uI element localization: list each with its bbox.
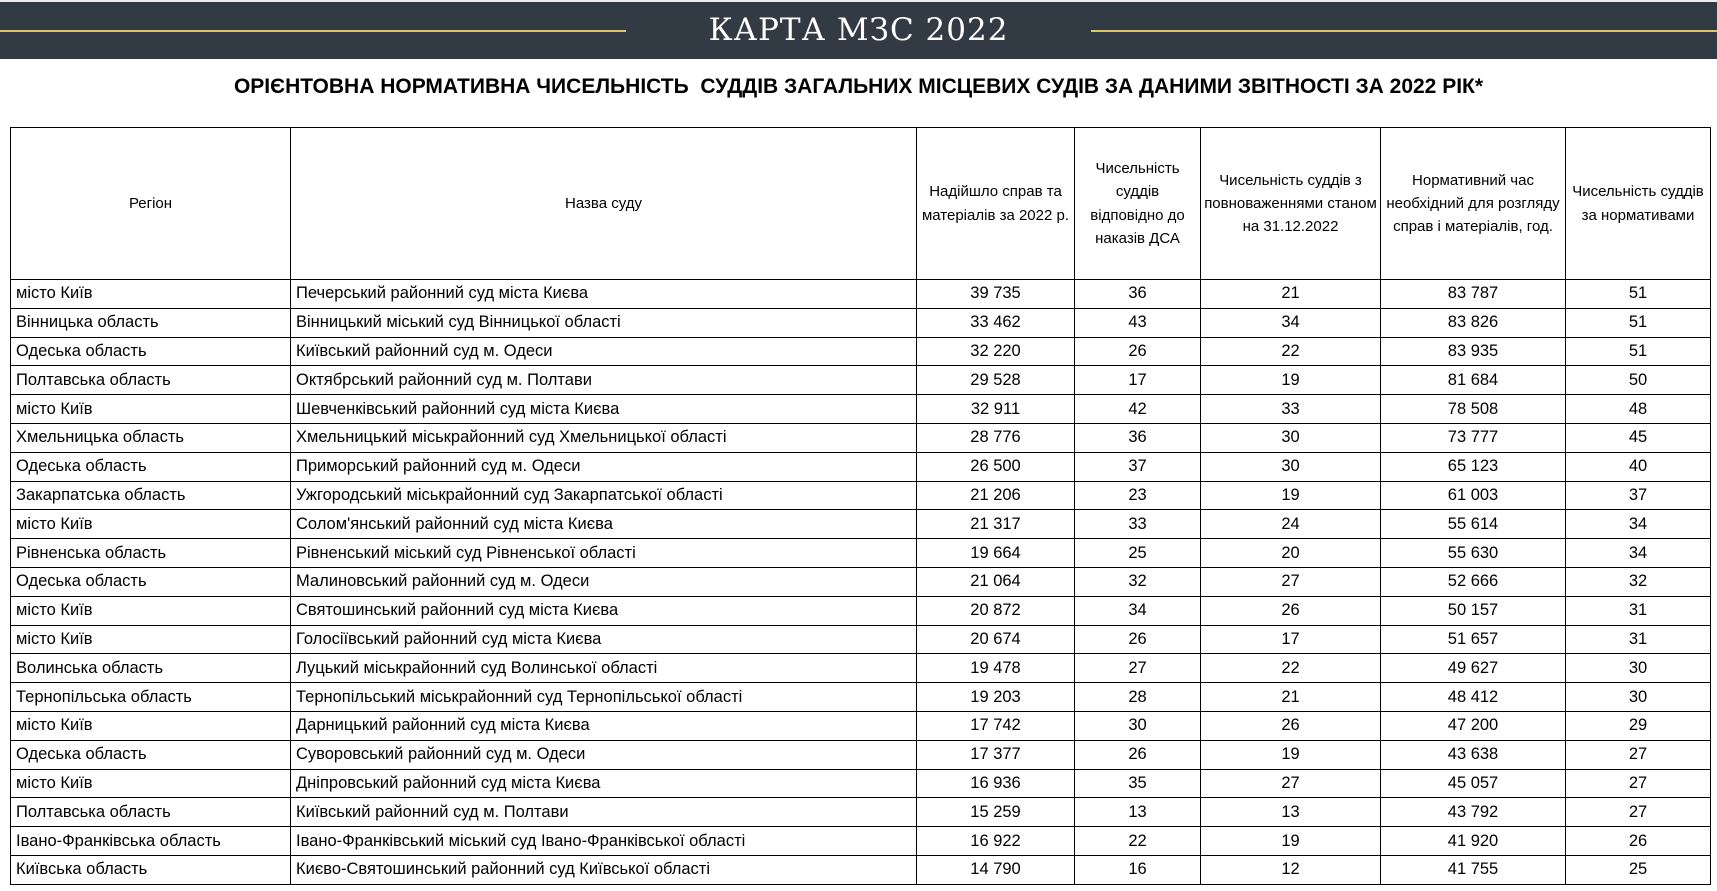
cases-received-cell: 21 206 — [917, 481, 1075, 510]
court-name-cell: Дніпровський районний суд міста Києва — [291, 769, 917, 798]
normative-hours-cell: 55 630 — [1381, 539, 1566, 568]
court-name-cell: Дарницький районний суд міста Києва — [291, 711, 917, 740]
judges-dsa-cell: 42 — [1075, 395, 1201, 424]
judges-authorized-cell: 22 — [1201, 654, 1381, 683]
judges-by-norms-cell: 27 — [1566, 740, 1711, 769]
cases-received-cell: 32 220 — [917, 337, 1075, 366]
region-cell: місто Київ — [11, 769, 291, 798]
region-cell: Вінницька область — [11, 308, 291, 337]
column-header: Чисельність суддів відповідно до наказів ДСА — [1075, 128, 1201, 280]
normative-hours-cell: 48 412 — [1381, 683, 1566, 712]
judges-dsa-cell: 26 — [1075, 337, 1201, 366]
table-row — [11, 855, 1711, 884]
judges-authorized-cell: 26 — [1201, 596, 1381, 625]
court-name-cell: Рівненський міський суд Рівненської області — [291, 539, 917, 568]
column-header: Нормативний час необхідний для розгляду справ і матеріалів, год. — [1381, 128, 1566, 280]
court-name-cell: Луцький міськрайонний суд Волинської області — [291, 654, 917, 683]
region-cell: Київська область — [11, 855, 291, 884]
region-cell: місто Київ — [11, 596, 291, 625]
court-name-cell: Київський районний суд м. Одеси — [291, 337, 917, 366]
region-cell: Закарпатська область — [11, 481, 291, 510]
judges-authorized-cell: 34 — [1201, 308, 1381, 337]
region-cell: місто Київ — [11, 395, 291, 424]
table-row — [11, 481, 1711, 510]
judges-by-norms-cell: 26 — [1566, 827, 1711, 856]
judges-by-norms-cell: 27 — [1566, 769, 1711, 798]
judges-authorized-cell: 24 — [1201, 510, 1381, 539]
table-row — [11, 567, 1711, 596]
judges-dsa-cell: 33 — [1075, 510, 1201, 539]
table-row — [11, 596, 1711, 625]
region-cell: Тернопільська область — [11, 683, 291, 712]
column-header: Чисельність суддів за нормативами — [1566, 128, 1711, 280]
table-row — [11, 654, 1711, 683]
normative-hours-cell: 55 614 — [1381, 510, 1566, 539]
court-name-cell: Святошинський районний суд міста Києва — [291, 596, 917, 625]
judges-authorized-cell: 30 — [1201, 452, 1381, 481]
normative-hours-cell: 49 627 — [1381, 654, 1566, 683]
table-row — [11, 539, 1711, 568]
judges-authorized-cell: 19 — [1201, 481, 1381, 510]
banner — [0, 2, 1717, 59]
normative-hours-cell: 51 657 — [1381, 625, 1566, 654]
banner-accent-line-left — [0, 30, 626, 32]
judges-authorized-cell: 20 — [1201, 539, 1381, 568]
normative-hours-cell: 81 684 — [1381, 366, 1566, 395]
judges-authorized-cell: 19 — [1201, 827, 1381, 856]
judges-authorized-cell: 27 — [1201, 567, 1381, 596]
judges-authorized-cell: 21 — [1201, 280, 1381, 309]
region-cell: місто Київ — [11, 280, 291, 309]
judges-by-norms-cell: 51 — [1566, 308, 1711, 337]
cases-received-cell: 16 936 — [917, 769, 1075, 798]
table-body — [11, 280, 1711, 885]
judges-dsa-cell: 17 — [1075, 366, 1201, 395]
region-cell: місто Київ — [11, 625, 291, 654]
table-row — [11, 740, 1711, 769]
normative-hours-cell: 43 638 — [1381, 740, 1566, 769]
cases-received-cell: 19 664 — [917, 539, 1075, 568]
judges-dsa-cell: 26 — [1075, 625, 1201, 654]
judges-by-norms-cell: 27 — [1566, 798, 1711, 827]
courts-table-container — [10, 127, 1711, 885]
cases-received-cell: 20 674 — [917, 625, 1075, 654]
judges-dsa-cell: 35 — [1075, 769, 1201, 798]
cases-received-cell: 15 259 — [917, 798, 1075, 827]
table-header-row — [11, 128, 1711, 280]
judges-authorized-cell: 12 — [1201, 855, 1381, 884]
cases-received-cell: 33 462 — [917, 308, 1075, 337]
judges-dsa-cell: 22 — [1075, 827, 1201, 856]
normative-hours-cell: 83 935 — [1381, 337, 1566, 366]
judges-authorized-cell: 13 — [1201, 798, 1381, 827]
judges-by-norms-cell: 29 — [1566, 711, 1711, 740]
judges-dsa-cell: 26 — [1075, 740, 1201, 769]
judges-authorized-cell: 27 — [1201, 769, 1381, 798]
normative-hours-cell: 43 792 — [1381, 798, 1566, 827]
court-name-cell: Приморський районний суд м. Одеси — [291, 452, 917, 481]
court-name-cell: Тернопільський міськрайонний суд Тернопільської області — [291, 683, 917, 712]
table-row — [11, 769, 1711, 798]
region-cell: Одеська область — [11, 567, 291, 596]
normative-hours-cell: 52 666 — [1381, 567, 1566, 596]
court-name-cell: Солом'янський районний суд міста Києва — [291, 510, 917, 539]
judges-authorized-cell: 33 — [1201, 395, 1381, 424]
court-name-cell: Суворовський районний суд м. Одеси — [291, 740, 917, 769]
judges-by-norms-cell: 31 — [1566, 596, 1711, 625]
judges-by-norms-cell: 25 — [1566, 855, 1711, 884]
court-name-cell: Вінницький міський суд Вінницької області — [291, 308, 917, 337]
judges-dsa-cell: 25 — [1075, 539, 1201, 568]
judges-by-norms-cell: 34 — [1566, 510, 1711, 539]
cases-received-cell: 17 742 — [917, 711, 1075, 740]
table-row — [11, 683, 1711, 712]
judges-by-norms-cell: 40 — [1566, 452, 1711, 481]
cases-received-cell: 29 528 — [917, 366, 1075, 395]
judges-dsa-cell: 30 — [1075, 711, 1201, 740]
cases-received-cell: 21 317 — [917, 510, 1075, 539]
judges-authorized-cell: 19 — [1201, 740, 1381, 769]
judges-dsa-cell: 34 — [1075, 596, 1201, 625]
judges-by-norms-cell: 37 — [1566, 481, 1711, 510]
table-row — [11, 423, 1711, 452]
cases-received-cell: 20 872 — [917, 596, 1075, 625]
region-cell: Одеська область — [11, 452, 291, 481]
cases-received-cell: 19 203 — [917, 683, 1075, 712]
page-title: КАРТА МЗС 2022 — [708, 12, 1009, 48]
court-name-cell: Хмельницький міськрайонний суд Хмельницької області — [291, 423, 917, 452]
court-name-cell: Ужгородський міськрайонний суд Закарпатської області — [291, 481, 917, 510]
normative-hours-cell: 41 920 — [1381, 827, 1566, 856]
judges-by-norms-cell: 32 — [1566, 567, 1711, 596]
normative-hours-cell: 41 755 — [1381, 855, 1566, 884]
normative-hours-cell: 61 003 — [1381, 481, 1566, 510]
region-cell: Одеська область — [11, 337, 291, 366]
judges-dsa-cell: 36 — [1075, 423, 1201, 452]
judges-by-norms-cell: 50 — [1566, 366, 1711, 395]
cases-received-cell: 28 776 — [917, 423, 1075, 452]
normative-hours-cell: 65 123 — [1381, 452, 1566, 481]
table-row — [11, 366, 1711, 395]
judges-by-norms-cell: 48 — [1566, 395, 1711, 424]
table-row — [11, 395, 1711, 424]
column-header: Назва суду — [291, 128, 917, 280]
normative-hours-cell: 73 777 — [1381, 423, 1566, 452]
table-row — [11, 280, 1711, 309]
table-row — [11, 827, 1711, 856]
region-cell: місто Київ — [11, 510, 291, 539]
table-row — [11, 510, 1711, 539]
judges-authorized-cell: 22 — [1201, 337, 1381, 366]
normative-hours-cell: 78 508 — [1381, 395, 1566, 424]
judges-dsa-cell: 23 — [1075, 481, 1201, 510]
judges-by-norms-cell: 30 — [1566, 654, 1711, 683]
table-row — [11, 625, 1711, 654]
table-row — [11, 798, 1711, 827]
judges-dsa-cell: 36 — [1075, 280, 1201, 309]
judges-dsa-cell: 43 — [1075, 308, 1201, 337]
cases-received-cell: 17 377 — [917, 740, 1075, 769]
judges-dsa-cell: 32 — [1075, 567, 1201, 596]
judges-by-norms-cell: 34 — [1566, 539, 1711, 568]
judges-authorized-cell: 17 — [1201, 625, 1381, 654]
court-name-cell: Київський районний суд м. Полтави — [291, 798, 917, 827]
cases-received-cell: 26 500 — [917, 452, 1075, 481]
court-name-cell: Шевченківський районний суд міста Києва — [291, 395, 917, 424]
table-title: ОРІЄНТОВНА НОРМАТИВНА ЧИСЕЛЬНІСТЬ СУДДІВ ЗАГАЛЬНИХ МІСЦЕВИХ СУДІВ ЗА ДАНИМИ ЗВІТНОСТІ ЗА 2022 РІК* — [233, 75, 1484, 98]
table-row — [11, 452, 1711, 481]
region-cell: Полтавська область — [11, 366, 291, 395]
judges-authorized-cell: 21 — [1201, 683, 1381, 712]
judges-dsa-cell: 16 — [1075, 855, 1201, 884]
judges-authorized-cell: 30 — [1201, 423, 1381, 452]
column-header: Надійшло справ та матеріалів за 2022 р. — [917, 128, 1075, 280]
table-row — [11, 711, 1711, 740]
judges-by-norms-cell: 51 — [1566, 337, 1711, 366]
judges-authorized-cell: 26 — [1201, 711, 1381, 740]
judges-authorized-cell: 19 — [1201, 366, 1381, 395]
region-cell: Одеська область — [11, 740, 291, 769]
judges-dsa-cell: 13 — [1075, 798, 1201, 827]
column-header: Чисельність суддів з повноваженнями станом на 31.12.2022 — [1201, 128, 1381, 280]
cases-received-cell: 21 064 — [917, 567, 1075, 596]
normative-hours-cell: 50 157 — [1381, 596, 1566, 625]
judges-dsa-cell: 27 — [1075, 654, 1201, 683]
court-name-cell: Малиновський районний суд м. Одеси — [291, 567, 917, 596]
judges-by-norms-cell: 30 — [1566, 683, 1711, 712]
court-name-cell: Івано-Франківський міський суд Івано-Франківської області — [291, 827, 917, 856]
court-name-cell: Голосіївський районний суд міста Києва — [291, 625, 917, 654]
judges-by-norms-cell: 45 — [1566, 423, 1711, 452]
cases-received-cell: 16 922 — [917, 827, 1075, 856]
cases-received-cell: 39 735 — [917, 280, 1075, 309]
normative-hours-cell: 45 057 — [1381, 769, 1566, 798]
court-name-cell: Києво-Святошинський районний суд Київської області — [291, 855, 917, 884]
judges-by-norms-cell: 31 — [1566, 625, 1711, 654]
region-cell: місто Київ — [11, 711, 291, 740]
banner-accent-line-right — [1091, 30, 1717, 32]
court-name-cell: Печерський районний суд міста Києва — [291, 280, 917, 309]
region-cell: Волинська область — [11, 654, 291, 683]
normative-hours-cell: 83 826 — [1381, 308, 1566, 337]
region-cell: Рівненська область — [11, 539, 291, 568]
judges-dsa-cell: 37 — [1075, 452, 1201, 481]
table-row — [11, 308, 1711, 337]
region-cell: Хмельницька область — [11, 423, 291, 452]
cases-received-cell: 32 911 — [917, 395, 1075, 424]
court-name-cell: Октябрський районний суд м. Полтави — [291, 366, 917, 395]
courts-table — [10, 127, 1711, 885]
judges-dsa-cell: 28 — [1075, 683, 1201, 712]
cases-received-cell: 19 478 — [917, 654, 1075, 683]
region-cell: Полтавська область — [11, 798, 291, 827]
judges-by-norms-cell: 51 — [1566, 280, 1711, 309]
table-row — [11, 337, 1711, 366]
column-header: Регіон — [11, 128, 291, 280]
normative-hours-cell: 47 200 — [1381, 711, 1566, 740]
cases-received-cell: 14 790 — [917, 855, 1075, 884]
table-header — [11, 128, 1711, 280]
region-cell: Івано-Франківська область — [11, 827, 291, 856]
normative-hours-cell: 83 787 — [1381, 280, 1566, 309]
